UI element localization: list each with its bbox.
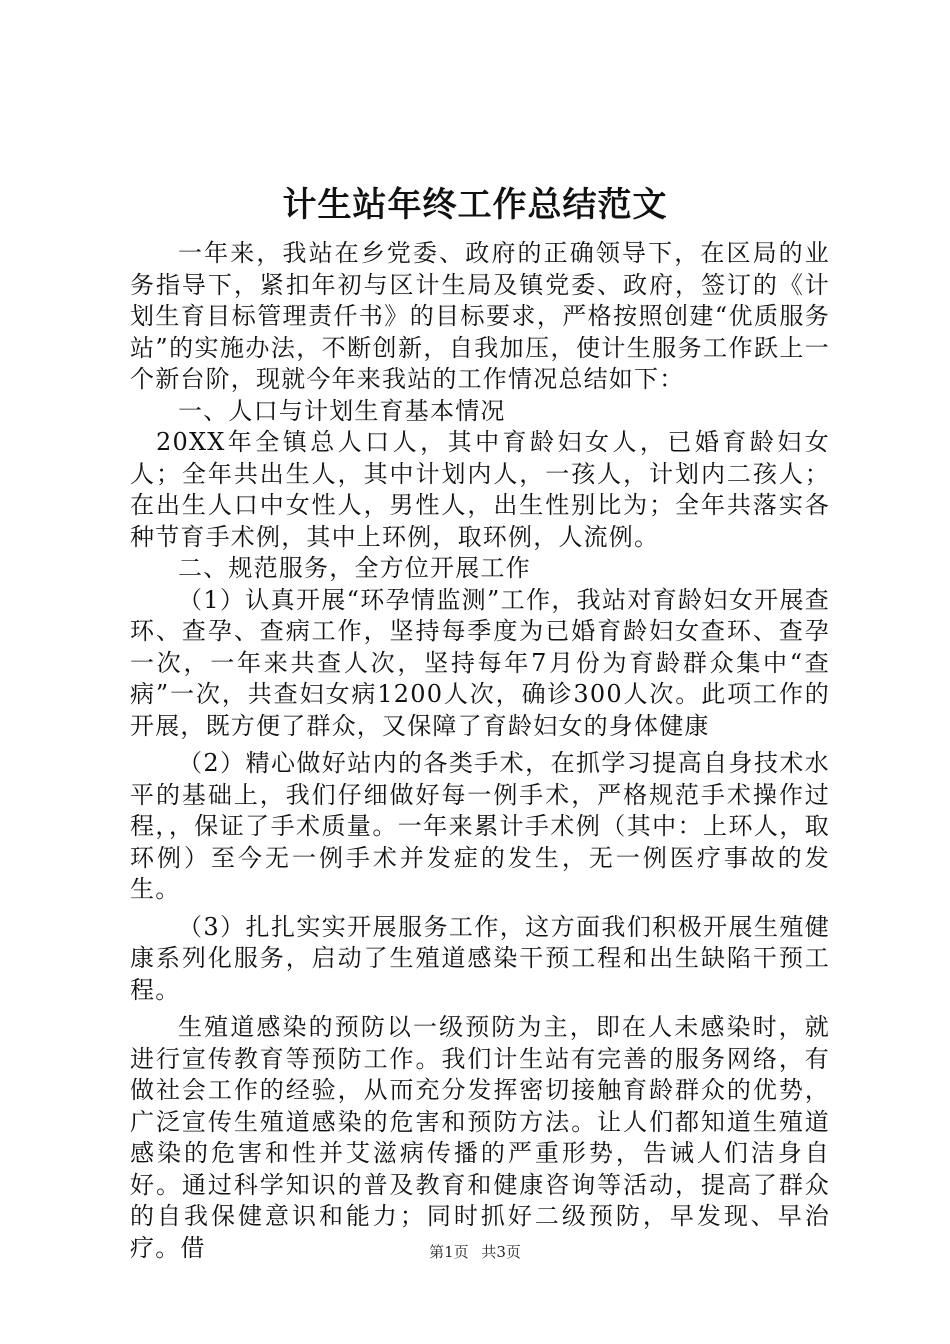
document-body: [130, 238, 830, 1264]
page-number: 第1页: [429, 1243, 469, 1261]
page-footer: [0, 1242, 950, 1262]
paragraph-population-stats: 20XX年全镇总人口人，其中育龄妇女人，已婚育龄妇女人；全年共出生人，其中计划内人，一孩人，计划内二孩人；在出生人口中女性人，男性人，出生性别比为；全年共落实各种节育手术例，其中上环例，取环例，人流例。: [130, 428, 830, 551]
section-heading-services: 二、规范服务，全方位开展工作: [178, 554, 531, 582]
section-heading-population: 一、人口与计划生育基本情况: [178, 396, 506, 425]
paragraph-service-item-2: （2）精心做好站内的各类手术，在抓学习提高自身技术水平的基础上，我们仔细做好每一例手术，严格规范手术操作过程，，保证了手术质量。一年来累计手术例（其中：上环人，取环例）至今无一例手术并发症的发生，无一例医疗事故的发生。: [130, 749, 830, 903]
document-title: 计生站年终工作总结范文: [282, 185, 668, 225]
paragraph-infection-prevention: 生殖道感染的预防以一级预防为主，即在人未感染时，就进行宣传教育等预防工作。我们计生站有完善的服务网络，有做社会工作的经验，从而充分发挥密切接触育龄群众的优势，广泛宣传生殖道感染的危害和预防方法。让人们都知道生殖道感染的危害和性并艾滋病传播的严重形势，告诫人们洁身自好。通过科学知识的普及教育和健康咨询等活动，提高了群众的自我保健意识和能力；同时抓好二级预防，早发现、早治疗。借: [130, 1013, 830, 1262]
paragraph-service-item-3: （3）扎扎实实开展服务工作，这方面我们积极开展生殖健康系列化服务，启动了生殖道感染干预工程和出生缺陷干预工程。: [130, 912, 830, 1004]
paragraph-service-item-1: （1）认真开展“环孕情监测”工作，我站对育龄妇女开展查环、查孕、查病工作，坚持每季度为已婚育龄妇女查环、查孕一次，一年来共查人次，坚持每年7月份为育龄群众集中“查病”一次，共查妇女病1200人次，确诊300人次。此项工作的开展，既方便了群众，又保障了育龄妇女的身体健康: [130, 585, 830, 740]
paragraph-intro: 一年来，我站在乡党委、政府的正确领导下，在区局的业务指导下，紧扣年初与区计生局及镇党委、政府，签订的《计划生育目标管理责仟书》的目标要求，严格按照创建“优质服务站”的实施办法，不断创新，自我加压，使计生服务工作跃上一个新台阶，现就今年来我站的工作情况总结如下：: [130, 239, 830, 393]
page-total: 共3页: [481, 1243, 521, 1261]
